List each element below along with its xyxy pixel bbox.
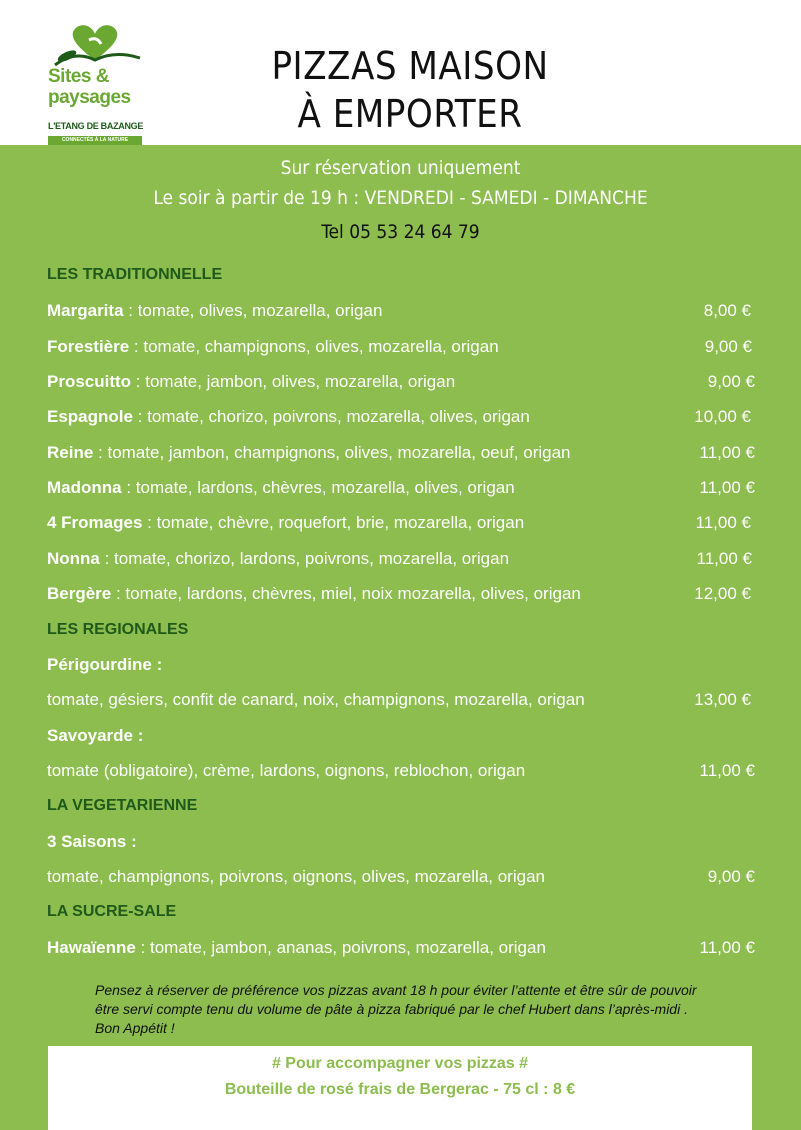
item-price: 11,00 € [699,443,755,462]
logo [45,20,145,145]
wine-offer-heading: # Pour accompagner vos pizzas # [271,1055,529,1072]
item-name: Margarita [47,301,124,320]
logo-sub: L'ETANG DE BAZANGE [48,121,144,131]
logo-tagline: CONNECTÉS À LA NATURE [48,136,142,145]
menu-item [47,407,755,429]
item-desc: : tomate, lardons, chèvres, mozarella, olives, origan [121,478,515,497]
page-title-line1: PIZZAS MAISON [271,44,549,88]
item-price: 11,00 € [696,549,752,568]
section-regionales: LES REGIONALES [47,621,189,638]
section-sucre-sale: LA SUCRE-SALE [47,903,177,920]
item-price: 11,00 € [699,761,755,780]
item-desc: : tomate, chèvre, roquefort, brie, mozarella, origan [142,513,525,532]
logo-line2: paysages [48,87,131,108]
menu-item [47,478,755,500]
item-price: 8,00 € [703,301,751,320]
item-name: Espagnole [47,407,133,426]
wine-offer-detail: Bouteille de rosé frais de Bergerac - 75 cl : 8 € [224,1081,576,1098]
item-desc: tomate, champignons, poivrons, oignons, olives, mozarella, origan [47,867,545,886]
item-name: Savoyarde : [47,726,144,745]
item-name: Périgourdine : [47,655,163,674]
item-desc: : tomate, lardons, chèvres, miel, noix mozarella, olives, origan [111,584,581,603]
menu-item [47,337,755,359]
item-price: 11,00 € [699,938,755,957]
item-desc: tomate, gésiers, confit de canard, noix, champignons, mozarella, origan [47,690,585,709]
logo-line1: Sites & [48,66,109,87]
menu-item [47,549,755,571]
menu-item [47,372,755,394]
item-price: 12,00 € [694,584,751,603]
item-name: Nonna [47,549,100,568]
info-schedule: Le soir à partir de 19 h : VENDREDI - SAMEDI - DIMANCHE [153,187,648,209]
page-title-line2: À EMPORTER [297,92,523,136]
menu-item [47,832,755,854]
section-traditionnelle: LES TRADITIONNELLE [47,266,223,283]
item-price: 13,00 € [694,690,751,709]
item-name: Bergère [47,584,112,603]
menu-item [47,513,755,535]
item-name: Proscuitto [47,372,132,391]
item-desc: : tomate, jambon, ananas, poivrons, mozarella, origan [135,938,546,957]
item-name: 4 Fromages [47,513,143,532]
item-name: Hawaïenne [47,938,136,957]
menu-item [47,301,755,323]
item-price: 11,00 € [699,478,755,497]
item-desc: : tomate, champignons, olives, mozarella, origan [129,337,499,356]
item-name: 3 Saisons : [47,832,137,851]
item-desc: : tomate, chorizo, lardons, poivrons, mozarella, origan [99,549,510,568]
item-price: 10,00 € [694,407,751,426]
header [0,0,801,145]
item-price: 9,00 € [707,867,755,886]
item-desc: : tomate, jambon, champignons, olives, mozarella, oeuf, origan [93,443,571,462]
item-desc: tomate (obligatoire), crème, lardons, oignons, reblochon, origan [47,761,526,780]
heart-sprout-icon [45,20,145,70]
item-name: Madonna [47,478,122,497]
menu-item [47,938,755,960]
item-price: 9,00 € [704,337,752,356]
reservation-note: Pensez à réserver de préférence vos pizzas avant 18 h pour éviter l’attente et être sûr de pouvoir être servi compte tenu du volume de pâte à pizza fabriqué par le chef Hubert dans l’après-midi . Bon Appétit ! [95,982,697,1036]
item-price: 11,00 € [695,513,751,532]
menu-item [47,584,755,606]
menu-item [47,726,755,748]
logo-brand [48,66,131,108]
item-name: Reine [47,443,94,462]
item-desc: : tomate, chorizo, poivrons, mozarella, olives, origan [132,407,530,426]
info-reservation: Sur réservation uniquement [280,157,521,179]
item-desc: : tomate, olives, mozarella, origan [123,301,383,320]
menu-item [47,867,755,889]
section-vegetarienne: LA VEGETARIENNE [47,797,198,814]
menu-item [47,761,755,783]
menu-item [47,443,755,465]
item-name: Forestière [47,337,130,356]
menu-item [47,690,755,712]
item-price: 9,00 € [707,372,755,391]
wine-offer-box [48,1046,752,1130]
item-desc: : tomate, jambon, olives, mozarella, origan [131,372,456,391]
info-phone: Tel 05 53 24 64 79 [321,221,480,243]
menu-item [47,655,755,677]
